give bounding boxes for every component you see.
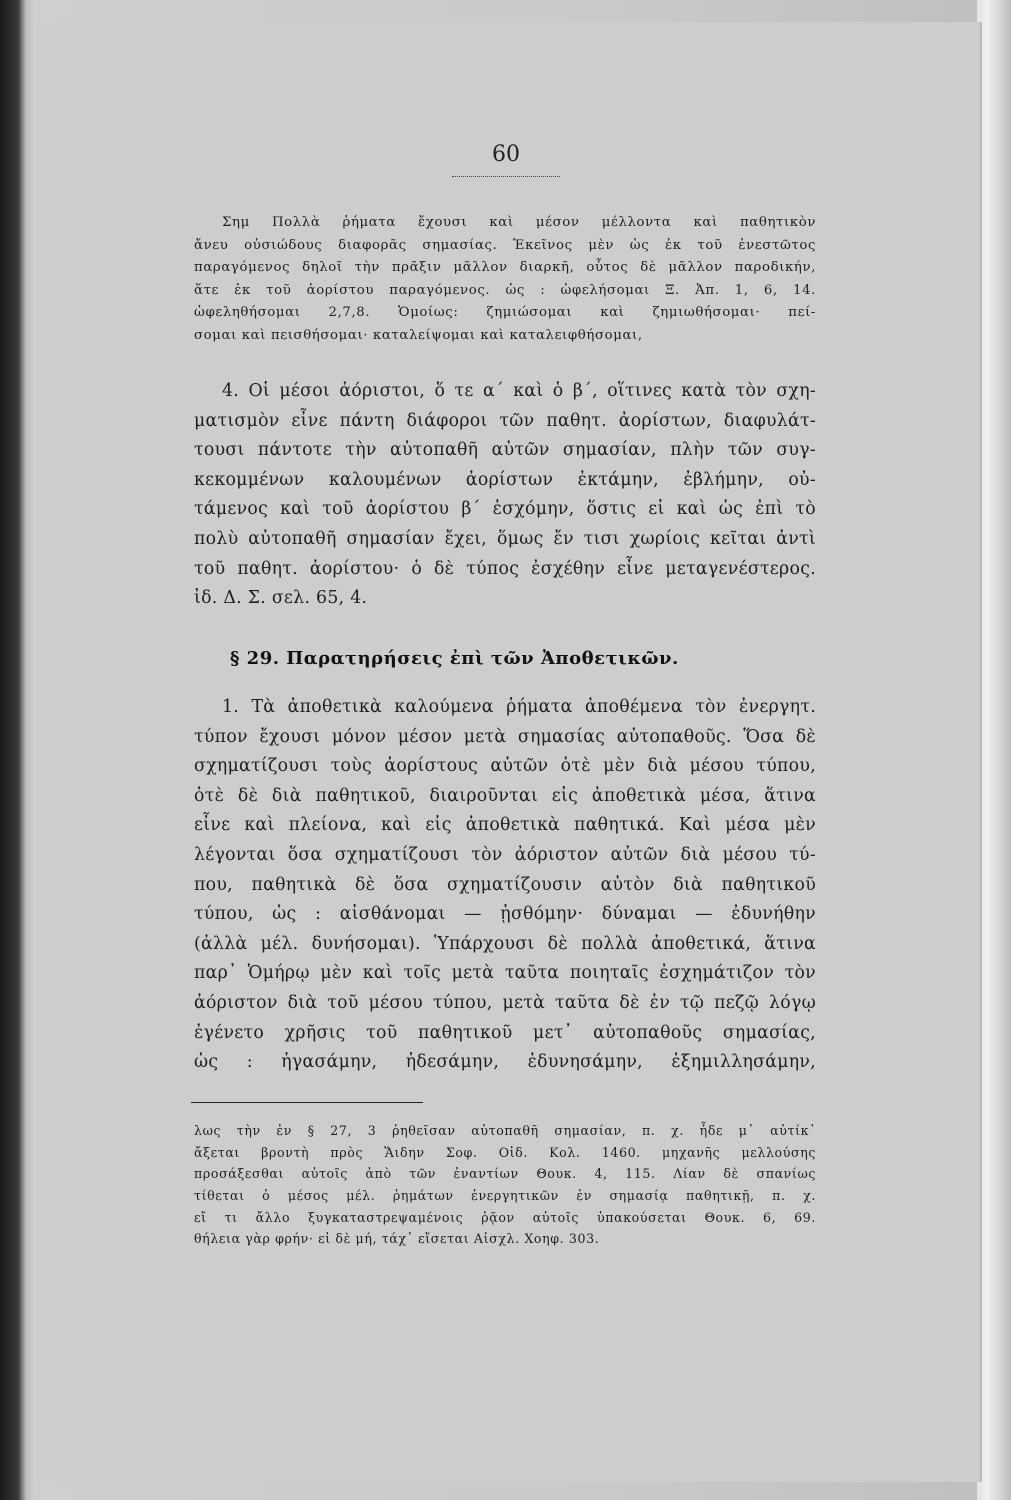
- section-29-line: τύπου, ὡς : αἰσθάνομαι — ᾐσθόμην· δύναμαι — ἐδυνήθην: [194, 904, 816, 925]
- footnote-line: θήλεια γὰρ φρήν· εἰ δὲ μή, τάχ᾽ εἴσεται Αἰσχλ. Χοηφ. 303.: [194, 1231, 600, 1247]
- note-line: παραγόμενος δηλοῖ τὴν πρᾶξιν μᾶλλον διαρκῆ, οὗτος δὲ μᾶλλον παροδικήν,: [194, 260, 816, 276]
- note-line: ἄνευ οὐσιώδους διαφορᾶς σημασίας. Ἐκεῖνος μὲν ὡς ἐκ τοῦ ἐνεστῶτος: [194, 237, 816, 253]
- section-4-line: 4. Οἱ μέσοι ἀόριστοι, ὅ τε α΄ καὶ ὁ β΄, οἵτινες κατὰ τὸν σχη-: [222, 381, 816, 401]
- section-29-paragraph: [194, 693, 816, 1078]
- section-29-line: ἀόριστον διὰ τοῦ μέσου τύπου, μετὰ ταῦτα δὲ ἐν τῷ πεζῷ λόγῳ: [194, 992, 816, 1013]
- note-line: Σημ Πολλὰ ῥήματα ἔχουσι καὶ μέσον μέλλοντα καὶ παθητικὸν: [222, 215, 816, 230]
- footnote-line: λως τὴν ἐν § 27, 3 ῥηθεῖσαν αὐτοπαθῆ σημασίαν, π. χ. ἦδε μ᾽ αὐτίκ᾽: [194, 1123, 816, 1138]
- section-29-line: παρ᾽ Ὁμήρῳ μὲν καὶ τοῖς μετὰ ταῦτα ποιηταῖς ἐσχημάτιζον τὸν: [194, 963, 816, 984]
- footnote-line: εἴ τι ἄλλο ξυγκαταστρεψαμένοις ῥᾷον αὐτοῖς ὑπακούσεται Θουκ. 6, 69.: [194, 1209, 816, 1225]
- section-29-line: λέγονται ὅσα σχηματίζουσι τὸν ἀόριστον αὐτῶν διὰ μέσου τύ-: [194, 844, 816, 865]
- section-29-line: ὁτὲ δὲ διὰ παθητικοῦ, διαιροῦνται εἰς ἀποθετικὰ μέσα, ἅτινα: [194, 785, 816, 806]
- note-paragraph: [194, 212, 816, 348]
- section-4-line: ἰδ. Δ. Σ. σελ. 65, 4.: [194, 588, 368, 609]
- section-29-heading: § 29. Παρατηρήσεις ἐπὶ τῶν Ἀποθετικῶν.: [230, 648, 679, 669]
- section-29-line: 1. Τὰ ἀποθετικὰ καλούμενα ῥήματα ἀποθέμενα τὸν ἐνεργητ.: [222, 697, 816, 717]
- section-4-paragraph: [194, 377, 816, 614]
- section-4-line: τάμενος καὶ τοῦ ἀορίστου β΄ ἐσχόμην, ὅστις εἰ καὶ ὡς ἐπὶ τὸ: [194, 499, 816, 520]
- section-29-line: ἐγένετο χρῆσις τοῦ παθητικοῦ μετ᾽ αὐτοπαθοῦς σημασίας,: [194, 1022, 816, 1043]
- page-number-rule: [452, 176, 560, 177]
- footnote: [194, 1120, 816, 1250]
- section-29-line: που, παθητικὰ δὲ ὅσα σχηματίζουσιν αὐτὸν διὰ παθητικοῦ: [194, 874, 816, 895]
- page-number: 60: [492, 142, 520, 167]
- footnote-line: τίθεται ὁ μέσος μέλ. ῥημάτων ἐνεργητικῶν ἐν σημασίᾳ παθητικῇ, π. χ.: [194, 1188, 816, 1204]
- section-4-line: τουσι πάντοτε τὴν αὐτοπαθῆ αὐτῶν σημασίαν, πλὴν τῶν συγ-: [194, 440, 816, 461]
- section-29-line: σχηματίζουσι τοὺς ἀορίστους αὐτῶν ὁτὲ μὲν διὰ μέσου τύπου,: [194, 756, 816, 777]
- section-29-line: (ἀλλὰ μέλ. δυνήσομαι). Ὑπάρχουσι δὲ πολλὰ ἀποθετικά, ἅτινα: [194, 933, 816, 954]
- section-4-line: πολὺ αὐτοπαθῆ σημασίαν ἔχει, ὅμως ἔν τισι χωρίοις κεῖται ἀντὶ: [194, 528, 816, 549]
- footnote-line: προσάξεσθαι αὐτοῖς ἀπὸ τῶν ἐναντίων Θουκ. 4, 115. Λίαν δὲ σπανίως: [194, 1166, 816, 1182]
- note-line: σομαι καὶ πεισθήσομαι· καταλείψομαι καὶ καταλειφθήσομαι,: [194, 327, 643, 343]
- note-line: ἅτε ἐκ τοῦ ἀορίστου παραγόμενος. ὡς : ὠφελήσομαι Ξ. Ἀπ. 1, 6, 14.: [194, 282, 816, 298]
- section-29-line: εἶνε καὶ πλείονα, καὶ εἰς ἀποθετικὰ παθητικά. Καὶ μέσα μὲν: [194, 815, 816, 836]
- footnote-rule: [191, 1102, 423, 1103]
- note-line: ὠφεληθήσομαι 2,7,8. Ὁμοίως: ζημιώσομαι καὶ ζημιωθήσομαι· πεί-: [194, 305, 816, 321]
- section-4-line: κεκομμένων καλουμένων ἀορίστων ἐκτάμην, ἐβλήμην, οὐ-: [194, 469, 816, 490]
- next-page-edge: [977, 0, 1011, 1500]
- section-29-line: ὡς : ἠγασάμην, ἠδεσάμην, ἐδυνησάμην, ἐξημιλλησάμην,: [194, 1052, 816, 1073]
- section-29-line: τύπον ἔχουσι μόνον μέσον μετὰ σημασίας αὐτοπαθοῦς. Ὅσα δὲ: [194, 726, 816, 747]
- section-4-line: τοῦ παθητ. ἀορίστου· ὁ δὲ τύπος ἐσχέθην εἶνε μεταγενέστερος.: [194, 558, 816, 579]
- footnote-line: ἄξεται βροντὴ πρὸς Ἅιδην Σοφ. Οἰδ. Κολ. 1460. μηχανῆς μελλούσης: [194, 1144, 816, 1160]
- section-4-line: ματισμὸν εἶνε πάντη διάφοροι τῶν παθητ. ἀορίστων, διαφυλάτ-: [194, 410, 816, 431]
